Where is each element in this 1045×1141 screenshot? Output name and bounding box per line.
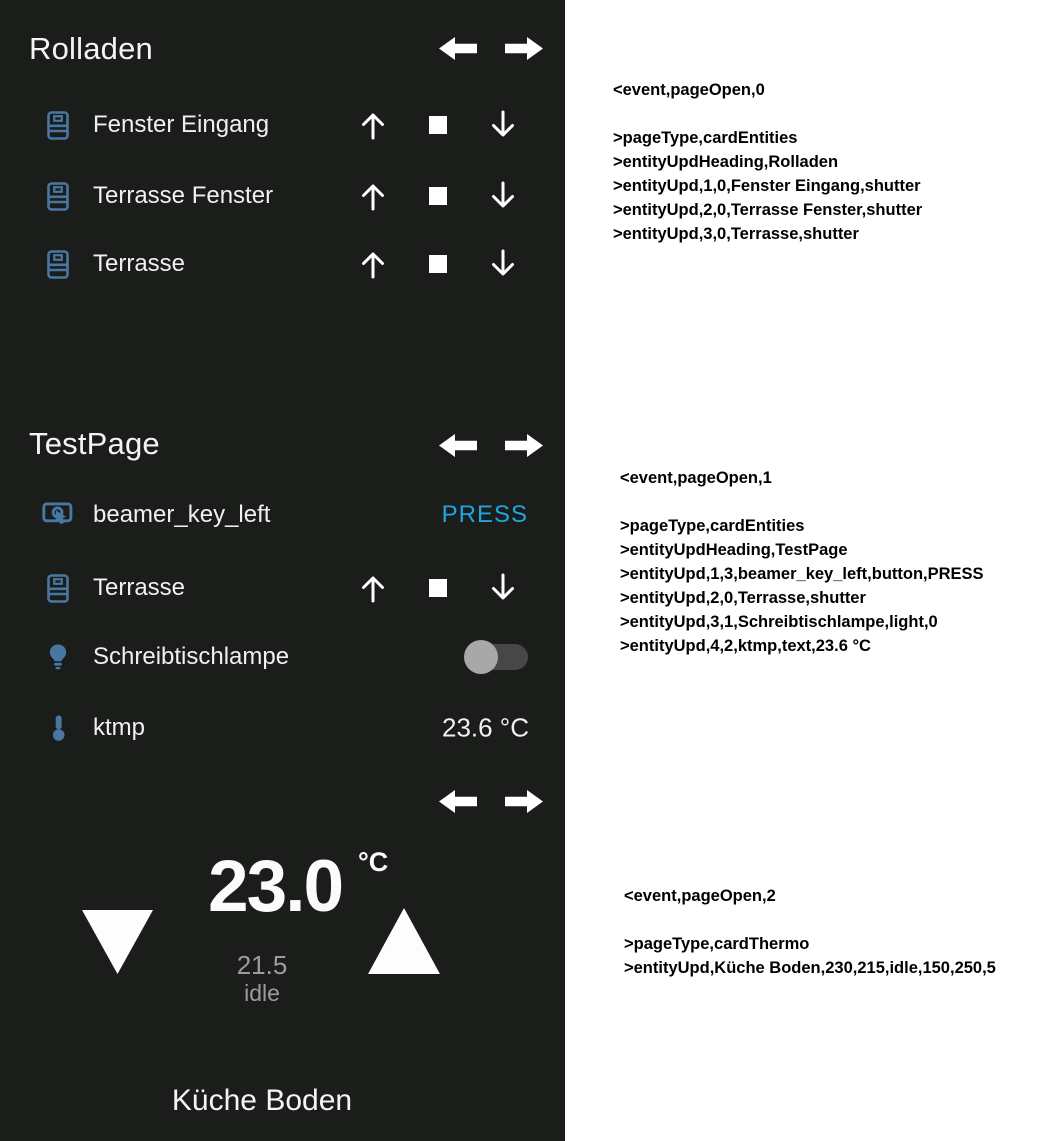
gesture-tap-button-icon [40, 495, 76, 535]
press-button[interactable]: PRESS [441, 501, 528, 528]
blank-line [613, 102, 922, 126]
shutter-down-button[interactable] [488, 248, 518, 285]
entity-row-text [0, 708, 565, 748]
shutter-stop-button[interactable] [429, 116, 447, 134]
window-shutter-icon [40, 176, 76, 216]
page-title: TestPage [29, 426, 160, 461]
shutter-up-button[interactable] [358, 572, 388, 609]
protocol-line: >entityUpd,3,1,Schreibtischlampe,light,0 [620, 613, 938, 631]
entity-label: Fenster Eingang [93, 111, 270, 138]
shutter-stop-button[interactable] [429, 579, 447, 597]
light-toggle[interactable] [464, 637, 528, 677]
sensor-value: 23.6 °C [441, 712, 529, 743]
card-entities-page-rolladen [0, 0, 565, 400]
protocol-line: >entityUpdHeading,Rolladen [613, 153, 839, 171]
shutter-up-button[interactable] [358, 109, 388, 146]
temperature-unit: °C [358, 847, 389, 877]
page-title: Rolladen [29, 31, 153, 66]
protocol-line: >entityUpd,3,0,Terrasse,shutter [613, 225, 859, 243]
card-thermo-page [0, 760, 565, 1141]
protocol-line: >pageType,cardEntities [620, 517, 805, 535]
current-temperature: 23.0 [208, 846, 343, 927]
target-temperature: 21.5 [236, 950, 288, 980]
entity-row-button [0, 495, 565, 535]
blank-line [620, 490, 984, 514]
protocol-block-page2 [624, 884, 996, 980]
protocol-line: <event,pageOpen,2 [624, 887, 776, 905]
protocol-line: >pageType,cardThermo [624, 935, 810, 953]
entity-label: Terrasse [93, 574, 186, 601]
protocol-line: >entityUpd,2,0,Terrasse Fenster,shutter [613, 201, 923, 219]
protocol-line: >entityUpd,Küche Boden,230,215,idle,150,250,5 [624, 959, 996, 977]
window-shutter-icon [40, 244, 76, 284]
page-nav [439, 788, 543, 815]
protocol-line: <event,pageOpen,0 [613, 81, 765, 99]
entity-label: Schreibtischlampe [93, 643, 290, 670]
entity-row-shutter [0, 568, 565, 608]
entity-row-shutter [0, 244, 565, 284]
entity-label: ktmp [93, 714, 146, 741]
entity-row-shutter [0, 176, 565, 216]
hvac-state: idle [244, 980, 280, 1006]
protocol-block-page0 [613, 78, 922, 246]
card-entities-page-testpage [0, 400, 565, 760]
thermometer-icon [40, 708, 76, 748]
entity-label: beamer_key_left [93, 501, 271, 528]
window-shutter-icon [40, 105, 76, 145]
entity-row-shutter [0, 105, 565, 145]
entity-list [0, 400, 565, 760]
protocol-line: >entityUpd,1,0,Fenster Eingang,shutter [613, 177, 921, 195]
protocol-line: >entityUpdHeading,TestPage [620, 541, 848, 559]
shutter-up-button[interactable] [358, 248, 388, 285]
thermo-title: Küche Boden [171, 1084, 353, 1117]
protocol-line: >entityUpd,1,3,beamer_key_left,button,PRESS [620, 565, 984, 583]
nav-arrow-right-icon[interactable] [505, 788, 543, 815]
shutter-down-button[interactable] [488, 180, 518, 217]
shutter-down-button[interactable] [488, 109, 518, 146]
nav-arrow-left-icon[interactable] [439, 788, 477, 815]
shutter-up-button[interactable] [358, 180, 388, 217]
lightbulb-icon [40, 637, 76, 677]
entity-label: Terrasse Fenster [93, 182, 274, 209]
protocol-line: >entityUpd,4,2,ktmp,text,23.6 °C [620, 637, 871, 655]
shutter-down-button[interactable] [488, 572, 518, 609]
window-shutter-icon [40, 568, 76, 608]
protocol-line: <event,pageOpen,1 [620, 469, 772, 487]
shutter-stop-button[interactable] [429, 187, 447, 205]
entity-row-light [0, 637, 565, 677]
toggle-knob [464, 640, 498, 674]
shutter-stop-button[interactable] [429, 255, 447, 273]
blank-line [624, 908, 996, 932]
protocol-block-page1 [620, 466, 984, 658]
protocol-line: >pageType,cardEntities [613, 129, 798, 147]
entity-label: Terrasse [93, 250, 186, 277]
protocol-line: >entityUpd,2,0,Terrasse,shutter [620, 589, 866, 607]
entity-list [0, 0, 565, 400]
